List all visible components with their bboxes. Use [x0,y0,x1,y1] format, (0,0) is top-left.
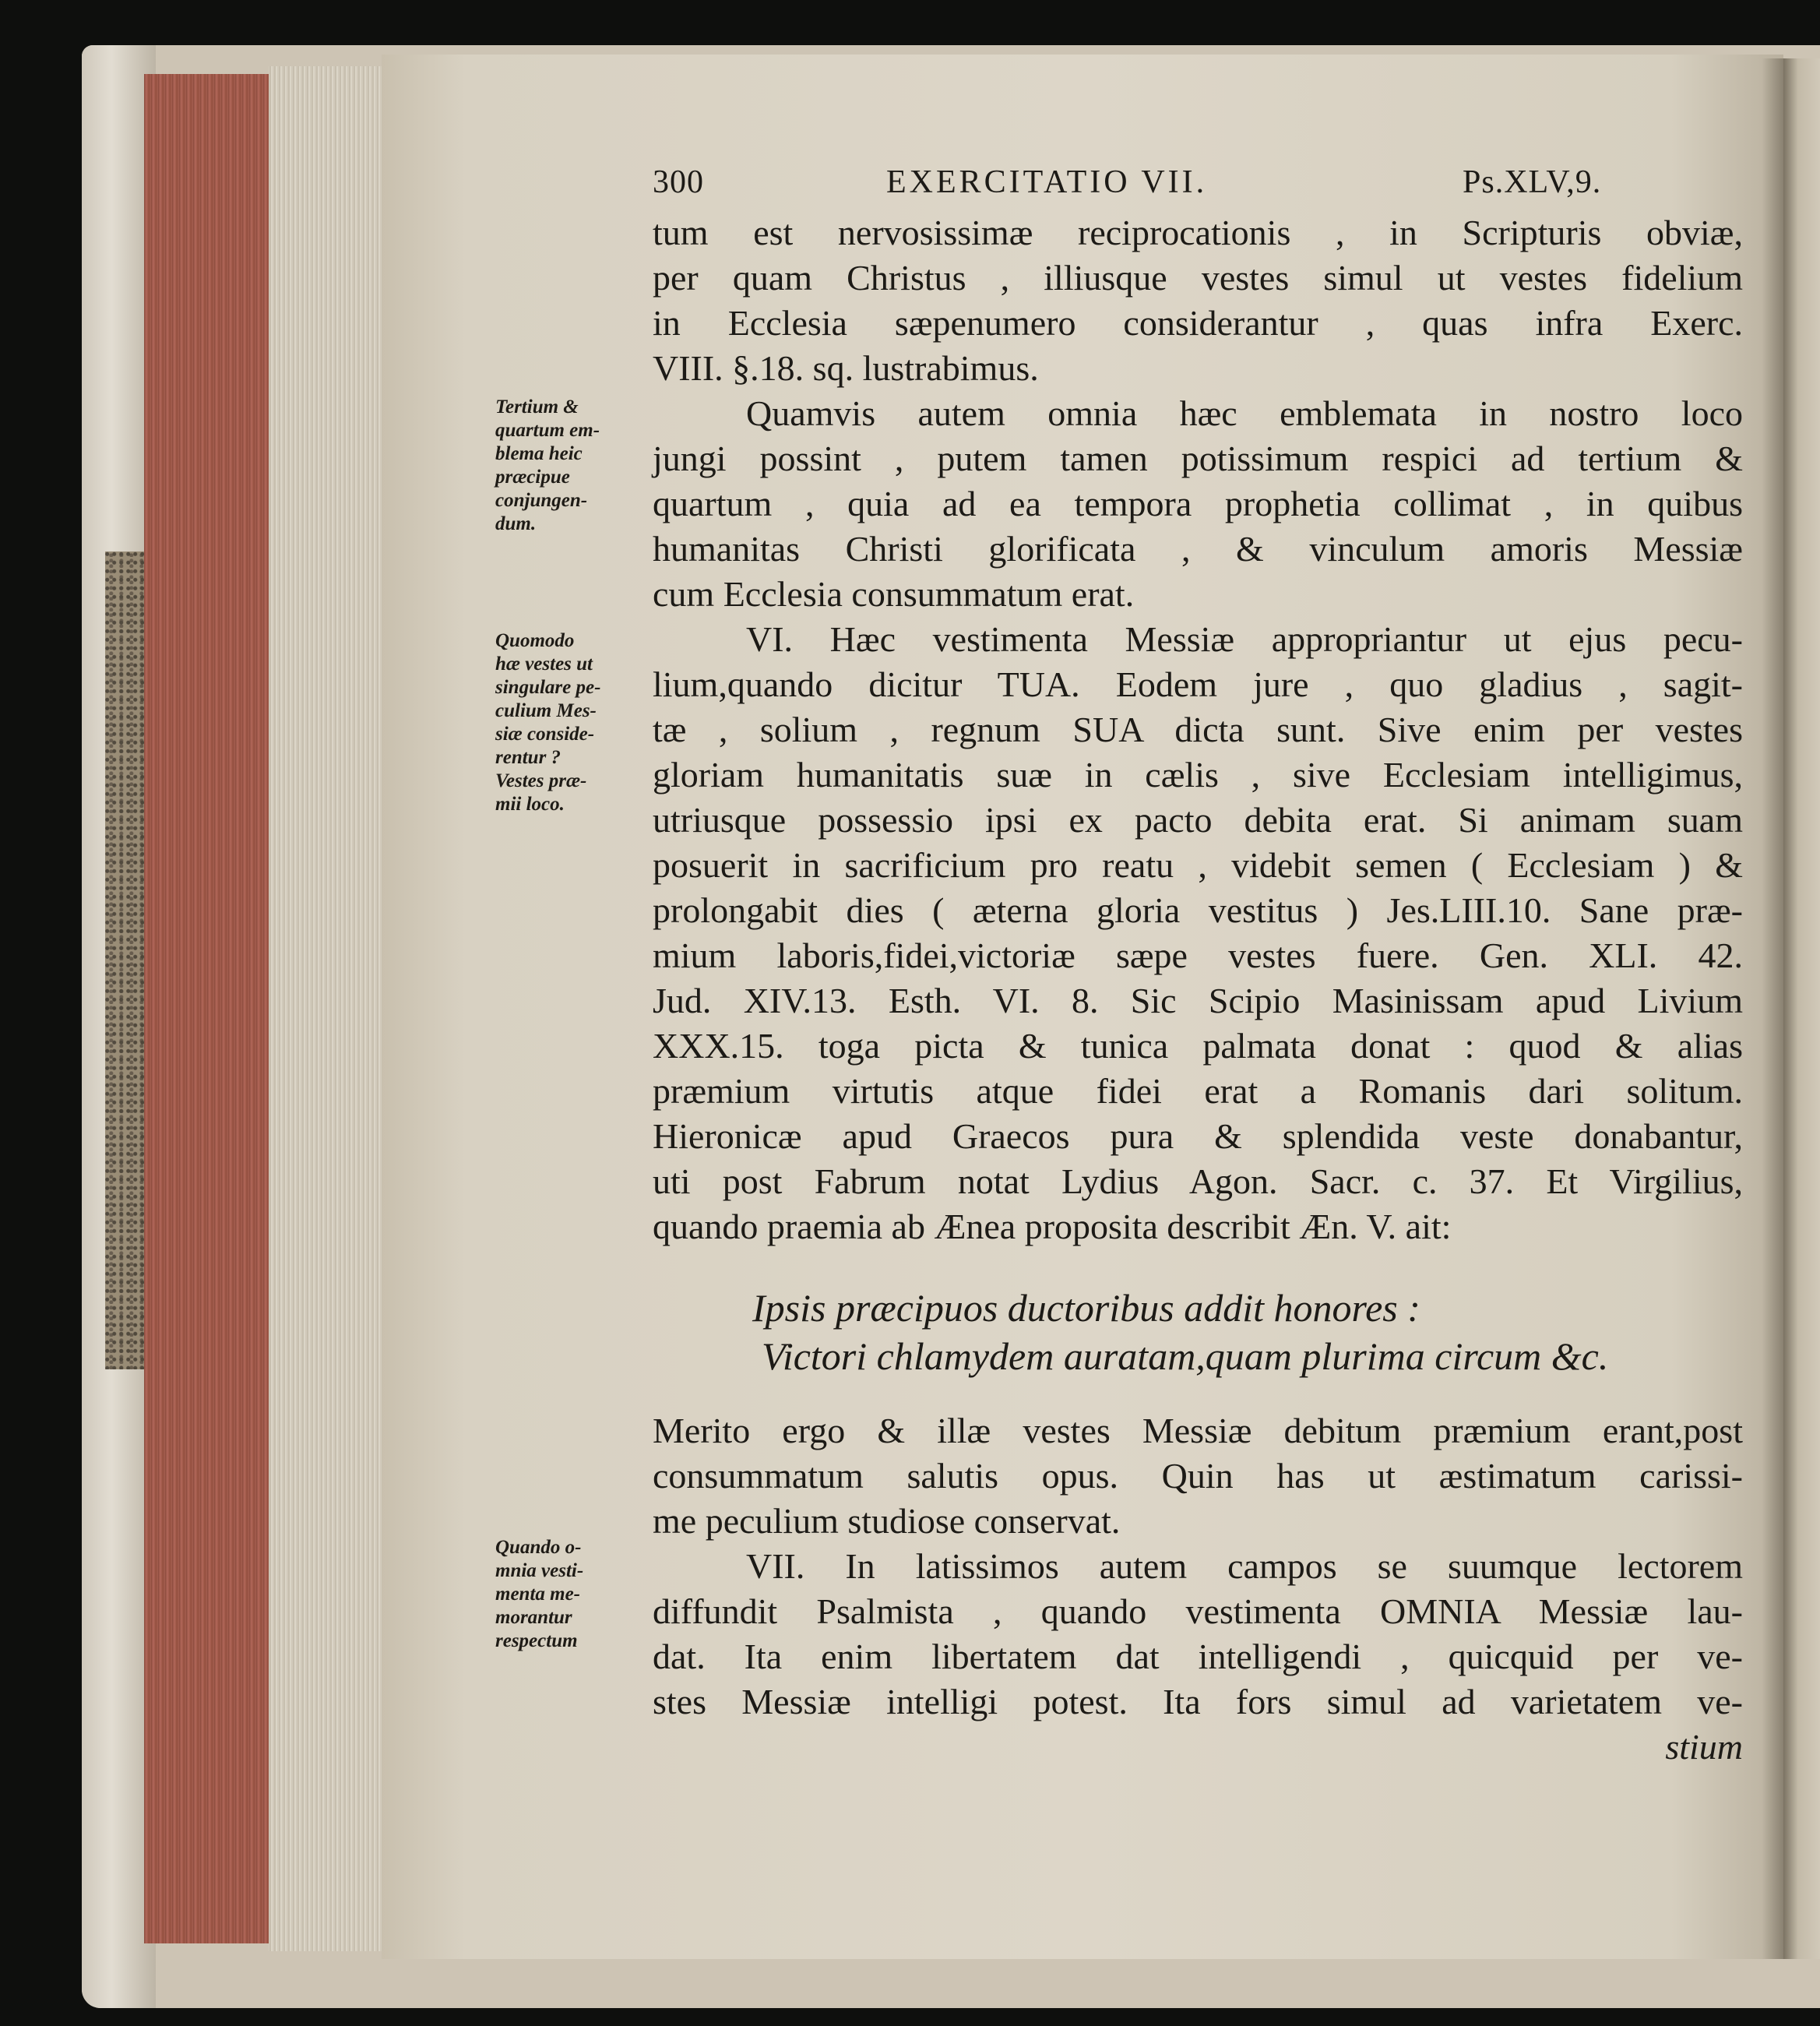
margin-note-line: siæ conside- [495,724,595,745]
text-line: stes Messiæ intelligi potest. Ita fors simul ad varietatem ve- [653,1682,1743,1721]
facing-page-edge [1783,58,1820,1959]
text-line: Merito ergo & illæ vestes Messiæ debitum præmium erant,post [653,1411,1743,1450]
margin-note-line: conjungen- [495,490,588,511]
margin-note-line: Tertium & [495,396,579,418]
text-line: in Ecclesia sæpenumero considerantur , quas infra Exerc. [653,303,1743,343]
page-gutter-shadow [1762,58,1785,1959]
text-line: consummatum salutis opus. Quin has ut æstimatum carissi- [653,1456,1743,1496]
text-line: utriusque possessio ipsi ex pacto debita erat. Si animam suam [653,800,1743,840]
text-line: VIII. §.18. sq. lustrabimus. [653,348,1039,388]
text-line: dat. Ita enim libertatem dat intelligendi , quicquid per ve- [653,1637,1743,1676]
paragraph-4 [653,1408,1743,1544]
margin-note-line: morantur [495,1607,572,1628]
text-line: mium laboris,fidei,victoriæ sæpe vestes fuere. Gen. XLI. 42. [653,935,1743,975]
margin-note-1 [495,396,651,536]
text-line: per quam Christus , illiusque vestes simul ut vestes fidelium [653,258,1743,298]
margin-note-2 [495,629,651,816]
text-line: diffundit Psalmista , quando vestimenta OMNIA Messiæ lau- [653,1591,1743,1631]
margin-note-3 [495,1536,651,1653]
margin-note-line: Quando o- [495,1537,582,1558]
running-header [653,164,1743,210]
text-line: cum Ecclesia consummatum erat. [653,574,1135,614]
paragraph-3 [653,617,1743,1249]
text-line: VI. Hæc vestimenta Messiæ appropriantur ut ejus pecu- [746,619,1743,659]
text-line: gloriam humanitatis suæ in cælis , sive Ecclesiam intelligimus, [653,755,1743,795]
text-line: VII. In latissimos autem campos se suumque lectorem [746,1546,1743,1586]
margin-note-line: culium Mes- [495,700,597,721]
margin-note-line: Quomodo [495,630,575,651]
margin-note-line: mnia vesti- [495,1560,584,1581]
margin-note-line: dum. [495,513,537,534]
text-line: quando praemia ab Ænea proposita describit Æn. V. ait: [653,1207,1452,1246]
text-line: Quamvis autem omnia hæc emblemata in nostro loco [746,393,1743,433]
margin-note-line: Vestes præ- [495,770,587,791]
text-line: humanitas Christi glorificata , & vinculum amoris Messiæ [653,529,1743,569]
text-line: quartum , quia ad ea tempora prophetia collimat , in quibus [653,484,1743,523]
psalm-reference: Ps.XLV,9. [1463,164,1602,200]
margin-note-line: blema heic [495,443,583,464]
paragraph-5 [653,1544,1743,1770]
text-line: tum est nervosissimæ reciprocationis , in Scripturis obviæ, [653,213,1743,252]
margin-note-line: hæ vestes ut [495,654,593,675]
margin-note-line: respectum [495,1630,578,1651]
catchword: stium [1665,1727,1743,1767]
margin-note-line: singulare pe- [495,677,601,698]
margin-note-line: mii loco. [495,794,565,815]
running-title: EXERCITATIO VII. [886,164,1208,200]
page-stack [269,66,385,1951]
margin-note-line: quartum em- [495,420,600,441]
margin-note-line: menta me- [495,1584,581,1605]
verse-line: Ipsis præcipuos ductoribus addit honores : [752,1286,1420,1330]
text-line: posuerit in sacrificium pro reatu , videbit semen ( Ecclesiam ) & [653,845,1743,885]
text-line: lium,quando dicitur TUA. Eodem jure , quo gladius , sagit- [653,664,1743,704]
text-line: jungi possint , putem tamen potissimum respici ad tertium & [653,439,1743,478]
paragraph-2 [653,391,1743,617]
text-line: Jud. XIV.13. Esth. VI. 8. Sic Scipio Masinissam apud Livium [653,981,1743,1020]
verse-quotation [653,1284,1743,1380]
page-number: 300 [653,164,704,200]
text-line: prolongabit dies ( æterna gloria vestitus ) Jes.LIII.10. Sane præ- [653,890,1743,930]
paragraph-1 [653,210,1743,391]
text-line: XXX.15. toga picta & tunica palmata donat : quod & alias [653,1026,1743,1066]
main-text [653,210,1743,1770]
margin-note-line: præcipue [495,467,570,488]
verse-line: Victori chlamydem auratam,quam plurima circum &c. [762,1334,1609,1378]
text-line: tæ , solium , regnum SUA dicta sunt. Sive enim per vestes [653,710,1743,749]
margin-note-line: rentur ? [495,747,561,768]
text-line: me peculium studiose conservat. [653,1501,1121,1541]
text-line: præmium virtutis atque fidei erat a Romanis dari solitum. [653,1071,1743,1111]
red-page-edges [144,74,273,1943]
text-line: Hieronicæ apud Graecos pura & splendida veste donabantur, [653,1116,1743,1156]
text-line: uti post Fabrum notat Lydius Agon. Sacr. c. 37. Et Virgilius, [653,1161,1743,1201]
